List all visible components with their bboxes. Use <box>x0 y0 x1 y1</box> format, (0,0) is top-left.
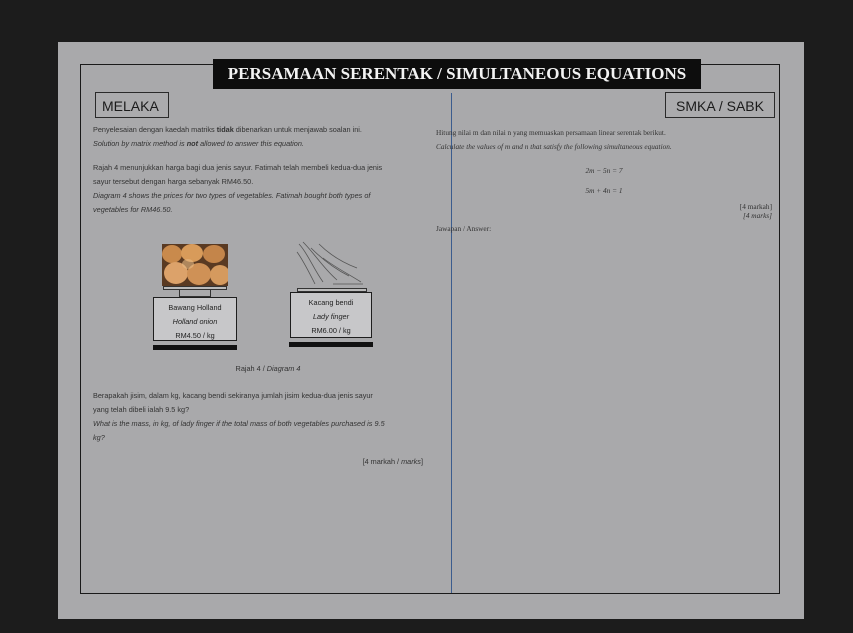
right-question-english: Calculate the values of m and n that satisfy the following simultaneous equation. <box>436 142 672 151</box>
question-malay-line2: sayur tersebut dengan harga sebanyak RM46.50. <box>93 177 254 186</box>
onion-name: Bawang Holland <box>168 303 222 312</box>
page-title-banner: PERSAMAAN SERENTAK / SIMULTANEOUS EQUATIONS <box>213 59 701 89</box>
diagram-caption: Rajah 4 / Diagram 4 <box>235 364 301 373</box>
ask-english-line1: What is the mass, in kg, of lady finger if the total mass of both vegetables purchased is 9.5 <box>93 419 385 428</box>
ask-english-line2: kg? <box>93 433 105 442</box>
left-question-text <box>93 123 423 217</box>
school-type-tag-right: SMKA / SABK <box>665 92 775 118</box>
answer-label: Jawapan / Answer: <box>436 224 492 233</box>
marks-left: [4 markah / marks] <box>362 457 423 466</box>
onion-image <box>162 244 228 286</box>
worksheet-page <box>58 42 804 619</box>
vegetable-price-diagram <box>153 238 383 358</box>
right-question-text <box>436 126 772 236</box>
marks-right-malay: [4 markah] <box>739 202 772 211</box>
equation-2: 5m + 4n = 1 <box>585 186 623 195</box>
lady-finger-name-english: Lady finger <box>312 312 350 321</box>
ask-malay-line2: yang telah dibeli ialah 9.5 kg? <box>93 405 190 414</box>
instruction-english: Solution by matrix method is not allowed to answer this equation. <box>93 139 304 148</box>
scale-stem-left <box>179 290 211 297</box>
left-question-ask <box>93 389 423 469</box>
marks-right-english: [4 marks] <box>743 211 772 220</box>
question-english-line1: Diagram 4 shows the prices for two types of vegetables. Fatimah bought both types of <box>93 191 371 200</box>
scale-base-right <box>289 342 373 347</box>
question-english-line2: vegetables for RM46.50. <box>93 205 173 214</box>
price-tag-onion <box>153 297 237 341</box>
equation-1: 2m − 5n = 7 <box>585 166 623 175</box>
lady-finger-image <box>293 238 365 288</box>
ask-malay-line1: Berapakah jisim, dalam kg, kacang bendi sekiranya jumlah jisim kedua-dua jenis sayur <box>93 391 373 400</box>
onion-price: RM4.50 / kg <box>175 331 215 340</box>
right-question-malay: Hitung nilai m dan nilai n yang memuaskan persamaan linear serentak berikut. <box>436 128 666 137</box>
price-tag-lady-finger <box>290 292 372 338</box>
instruction-malay: Penyelesaian dengan kaedah matriks tidak dibenarkan untuk menjawab soalan ini. <box>93 125 362 134</box>
state-tag-left: MELAKA <box>95 92 169 118</box>
lady-finger-name: Kacang bendi <box>308 298 354 307</box>
scale-base-left <box>153 345 237 350</box>
lady-finger-price: RM6.00 / kg <box>311 326 351 335</box>
question-malay-line1: Rajah 4 menunjukkan harga bagi dua jenis sayur. Fatimah telah membeli kedua-dua jenis <box>93 163 383 172</box>
onion-name-english: Holland onion <box>172 317 218 326</box>
